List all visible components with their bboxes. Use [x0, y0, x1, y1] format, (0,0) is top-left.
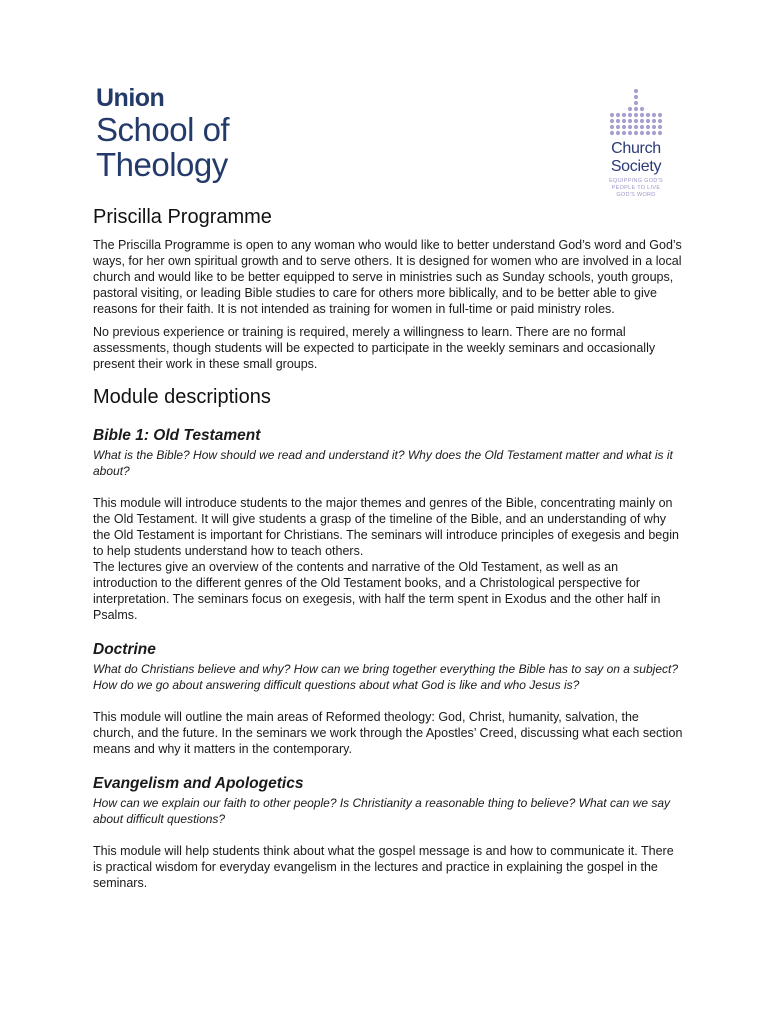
church-society-name [596, 140, 676, 176]
logo-dot [628, 131, 632, 135]
module-questions: How can we explain our faith to other people? Is Christianity a reasonable thing to believe? What can we say about difficult questions? [93, 796, 670, 826]
logo-dot [622, 131, 626, 135]
intro-paragraph-2: No previous experience or training is required, merely a willingness to learn. There are no formal assessments, though students will be expected to participate in the weekly seminars and occasionally present their work in these small groups. [93, 325, 656, 371]
module-description: This module will help students think about what the gospel message is and how to communicate it. There is practical wisdom for everyday evangelism in the lectures and practice in explaining the gospel in the seminars. [93, 844, 674, 890]
logo-dot [646, 119, 650, 123]
logo-dot [622, 125, 626, 129]
page-title: Priscilla Programme [93, 206, 272, 228]
logo-dot [658, 125, 662, 129]
logo-dot [658, 113, 662, 117]
modules-heading: Module descriptions [93, 386, 271, 408]
logo-dot [634, 113, 638, 117]
union-school-logo [96, 86, 229, 181]
logo-dot [646, 131, 650, 135]
logo-line-union: Union [96, 84, 165, 112]
logo-dot [622, 119, 626, 123]
module-doctrine [93, 641, 683, 757]
module-description-2: The lectures give an overview of the contents and narrative of the Old Testament, as well as an introduction to the different genres of the Old Testament books, and a Christological perspective for interpretation. The seminars focus on exegesis, with half the term spent in Exodus and the other half in Psalms. [93, 560, 661, 622]
logo-dot [628, 113, 632, 117]
logo-dot [640, 119, 644, 123]
logo-dot [628, 107, 632, 111]
module-questions: What is the Bible? How should we read and understand it? Why does the Old Testament matter and what is it about? [93, 448, 673, 478]
church-society-tag-line1: EQUIPPING GOD'S [609, 178, 663, 184]
logo-dot [634, 125, 638, 129]
logo-dot [616, 113, 620, 117]
logo-dot [634, 107, 638, 111]
logo-dot [616, 125, 620, 129]
logo-dot [640, 125, 644, 129]
church-society-name-line1: Church [611, 140, 661, 157]
logo-dot [634, 119, 638, 123]
church-society-tag-line3: GOD'S WORD [616, 192, 656, 198]
church-society-mark-icon [606, 86, 666, 138]
main-content [93, 206, 683, 909]
logo-dot [634, 131, 638, 135]
module-title: Doctrine [93, 641, 156, 658]
module-title: Evangelism and Apologetics [93, 775, 304, 792]
logo-dot [610, 131, 614, 135]
church-society-name-line2: Society [610, 158, 662, 175]
logo-dot [610, 119, 614, 123]
intro-paragraph-1: The Priscilla Programme is open to any woman who would like to better understand God’s word and God’s ways, for her own spiritual growth and to serve others. It is designed for women who are involved in a local church and would like to be better equipped to serve in ministries such as Sunday schools, youth groups, pastoral visiting, or leading Bible studies to care for others more biblically, and to be better able to give reasons for their faith. It is not intended as training for women in full-time or paid ministry roles. [93, 238, 682, 316]
logo-dot [610, 125, 614, 129]
logo-dot [652, 131, 656, 135]
logo-dot [616, 131, 620, 135]
logo-dot [622, 113, 626, 117]
logo-dot [634, 101, 638, 105]
logo-line-school: School of [96, 111, 230, 148]
logo-line-theology: Theology [96, 146, 228, 183]
logo-dot [634, 95, 638, 99]
logo-dot [640, 107, 644, 111]
module-evangelism [93, 775, 683, 891]
logo-dot [658, 119, 662, 123]
logo-dot [616, 119, 620, 123]
church-society-logo [596, 86, 676, 199]
church-society-tagline [596, 178, 676, 199]
logo-dot [652, 119, 656, 123]
logo-dot [658, 131, 662, 135]
logo-dot [640, 131, 644, 135]
logo-dot [628, 125, 632, 129]
module-bible-1 [93, 427, 683, 623]
module-description: This module will introduce students to the major themes and genres of the Bible, concentrating mainly on the Old Testament. It will give students a grasp of the timeline of the Bible, and an understanding of why the Old Testament is important for Christians. The seminars will introduce principles of exegesis and begin to help students understand how to teach others. [93, 496, 679, 558]
church-society-tag-line2: PEOPLE TO LIVE [611, 185, 661, 191]
logo-dot [652, 125, 656, 129]
module-description: This module will outline the main areas of Reformed theology: God, Christ, humanity, salvation, the church, and the future. In the seminars we work through the Apostles’ Creed, discussing what each section means and why it matters in the contemporary. [93, 710, 683, 756]
logo-dot [634, 89, 638, 93]
logo-dot [646, 113, 650, 117]
logo-dot [628, 119, 632, 123]
logo-dot [652, 113, 656, 117]
logo-dot [610, 113, 614, 117]
module-title: Bible 1: Old Testament [93, 427, 261, 444]
logo-dot [646, 125, 650, 129]
module-questions: What do Christians believe and why? How can we bring together everything the Bible has to say on a subject? How do we go about answering difficult questions about what God is like and who Jesus is? [93, 662, 678, 692]
logo-dot [640, 113, 644, 117]
